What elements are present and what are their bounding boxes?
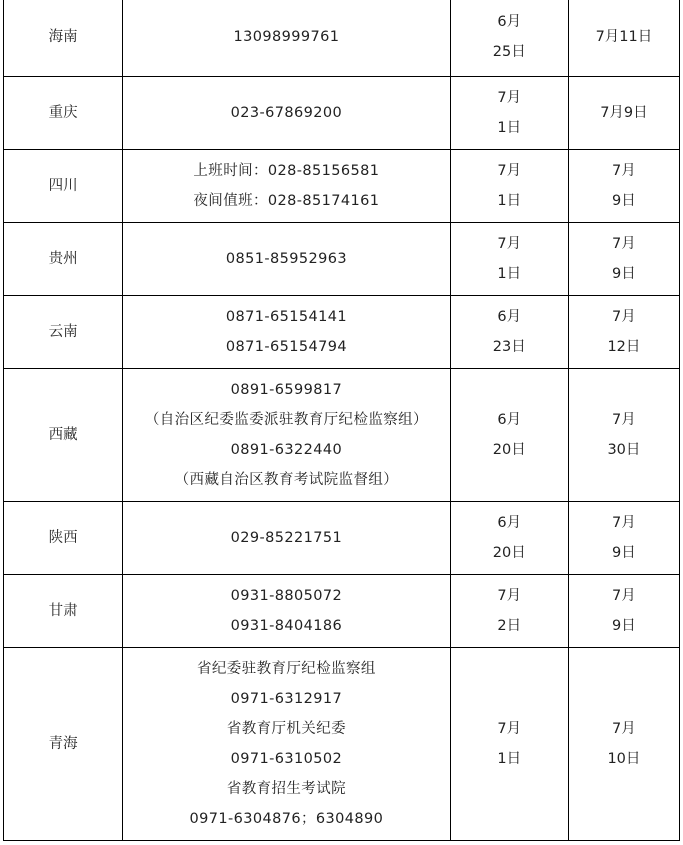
table-row <box>4 0 680 77</box>
end-day: 9日 <box>612 266 636 282</box>
start-date-cell <box>450 296 568 369</box>
end-day: 10日 <box>607 751 641 767</box>
start-month: 7月 <box>497 236 522 252</box>
table-row <box>4 150 680 223</box>
end-date-cell <box>568 575 679 648</box>
phone-line: 0971-6304876；6304890 <box>189 811 384 827</box>
phone-cell <box>123 77 450 150</box>
start-month: 6月 <box>497 309 522 325</box>
table-row <box>4 369 680 502</box>
table-row <box>4 648 680 841</box>
end-month: 7月 <box>612 721 636 737</box>
start-month: 6月 <box>497 412 522 428</box>
start-date-cell <box>450 77 568 150</box>
phone-cell <box>123 575 450 648</box>
table-row <box>4 502 680 575</box>
start-month: 6月 <box>497 515 522 531</box>
table-row <box>4 575 680 648</box>
phone-line: 省教育厅机关纪委 <box>226 721 347 737</box>
phone-line: 省纪委驻教育厅纪检监察组 <box>197 661 376 677</box>
start-day: 1日 <box>497 120 522 136</box>
phone-line: 0851-85952963 <box>225 251 347 267</box>
phone-cell <box>123 502 450 575</box>
end-day: 9日 <box>612 618 636 634</box>
phone-line: 0871-65154794 <box>225 339 347 355</box>
end-month: 7月 <box>612 515 636 531</box>
end-date-cell <box>568 150 679 223</box>
end-date: 7月9日 <box>600 105 648 121</box>
end-month: 7月 <box>612 412 636 428</box>
end-date-cell <box>568 648 679 841</box>
phone-line: （西藏自治区教育考试院监督组） <box>174 472 399 488</box>
phone-line: 0891-6599817 <box>230 382 343 398</box>
start-date-cell <box>450 150 568 223</box>
phone-line: 省教育招生考试院 <box>226 781 347 797</box>
phone-line: 023-67869200 <box>230 105 343 121</box>
province-cell: 四川 <box>4 150 123 223</box>
start-month: 7月 <box>497 163 522 179</box>
start-month: 7月 <box>497 588 522 604</box>
start-month: 6月 <box>497 14 522 30</box>
province-cell: 云南 <box>4 296 123 369</box>
end-month: 7月 <box>612 309 636 325</box>
end-month: 7月 <box>612 163 636 179</box>
phone-cell <box>123 150 450 223</box>
phone-line: 13098999761 <box>233 29 340 45</box>
table-row <box>4 296 680 369</box>
phone-line: 0931-8404186 <box>230 618 343 634</box>
start-day: 20日 <box>492 442 526 458</box>
end-date-cell <box>568 296 679 369</box>
province-cell: 西藏 <box>4 369 123 502</box>
start-day: 1日 <box>497 751 522 767</box>
province-cell: 贵州 <box>4 223 123 296</box>
province-cell: 重庆 <box>4 77 123 150</box>
end-month: 7月 <box>612 236 636 252</box>
phone-line: 上班时间：028-85156581 <box>193 163 380 179</box>
start-month: 7月 <box>497 721 522 737</box>
end-day: 30日 <box>607 442 641 458</box>
contact-table <box>3 0 680 841</box>
end-day: 9日 <box>612 545 636 561</box>
start-day: 1日 <box>497 193 522 209</box>
phone-cell <box>123 223 450 296</box>
table-row <box>4 77 680 150</box>
phone-line: 0871-65154141 <box>225 309 347 325</box>
phone-line: 0931-8805072 <box>230 588 343 604</box>
table-row <box>4 223 680 296</box>
end-day: 12日 <box>607 339 641 355</box>
start-month: 7月 <box>497 90 522 106</box>
province-cell: 陕西 <box>4 502 123 575</box>
start-date-cell <box>450 0 568 77</box>
start-date-cell <box>450 502 568 575</box>
phone-line: 夜间值班：028-85174161 <box>193 193 380 209</box>
end-date-cell <box>568 502 679 575</box>
phone-line: （自治区纪委监委派驻教育厅纪检监察组） <box>144 412 428 428</box>
province-cell: 青海 <box>4 648 123 841</box>
start-date-cell <box>450 369 568 502</box>
start-date-cell <box>450 648 568 841</box>
province-cell: 海南 <box>4 0 123 77</box>
phone-cell <box>123 296 450 369</box>
phone-line: 0891-6322440 <box>230 442 343 458</box>
phone-line: 029-85221751 <box>230 530 343 546</box>
start-date-cell <box>450 575 568 648</box>
start-day: 25日 <box>492 44 526 60</box>
start-day: 2日 <box>497 618 522 634</box>
phone-cell <box>123 0 450 77</box>
end-date: 7月11日 <box>595 29 653 45</box>
phone-cell <box>123 369 450 502</box>
province-cell: 甘肃 <box>4 575 123 648</box>
end-date-cell <box>568 223 679 296</box>
phone-cell <box>123 648 450 841</box>
start-day: 20日 <box>492 545 526 561</box>
phone-line: 0971-6310502 <box>230 751 343 767</box>
end-day: 9日 <box>612 193 636 209</box>
end-date-cell <box>568 369 679 502</box>
start-day: 23日 <box>492 339 526 355</box>
start-day: 1日 <box>497 266 522 282</box>
phone-line: 0971-6312917 <box>230 691 343 707</box>
end-date-cell <box>568 0 679 77</box>
end-date-cell <box>568 77 679 150</box>
start-date-cell <box>450 223 568 296</box>
end-month: 7月 <box>612 588 636 604</box>
